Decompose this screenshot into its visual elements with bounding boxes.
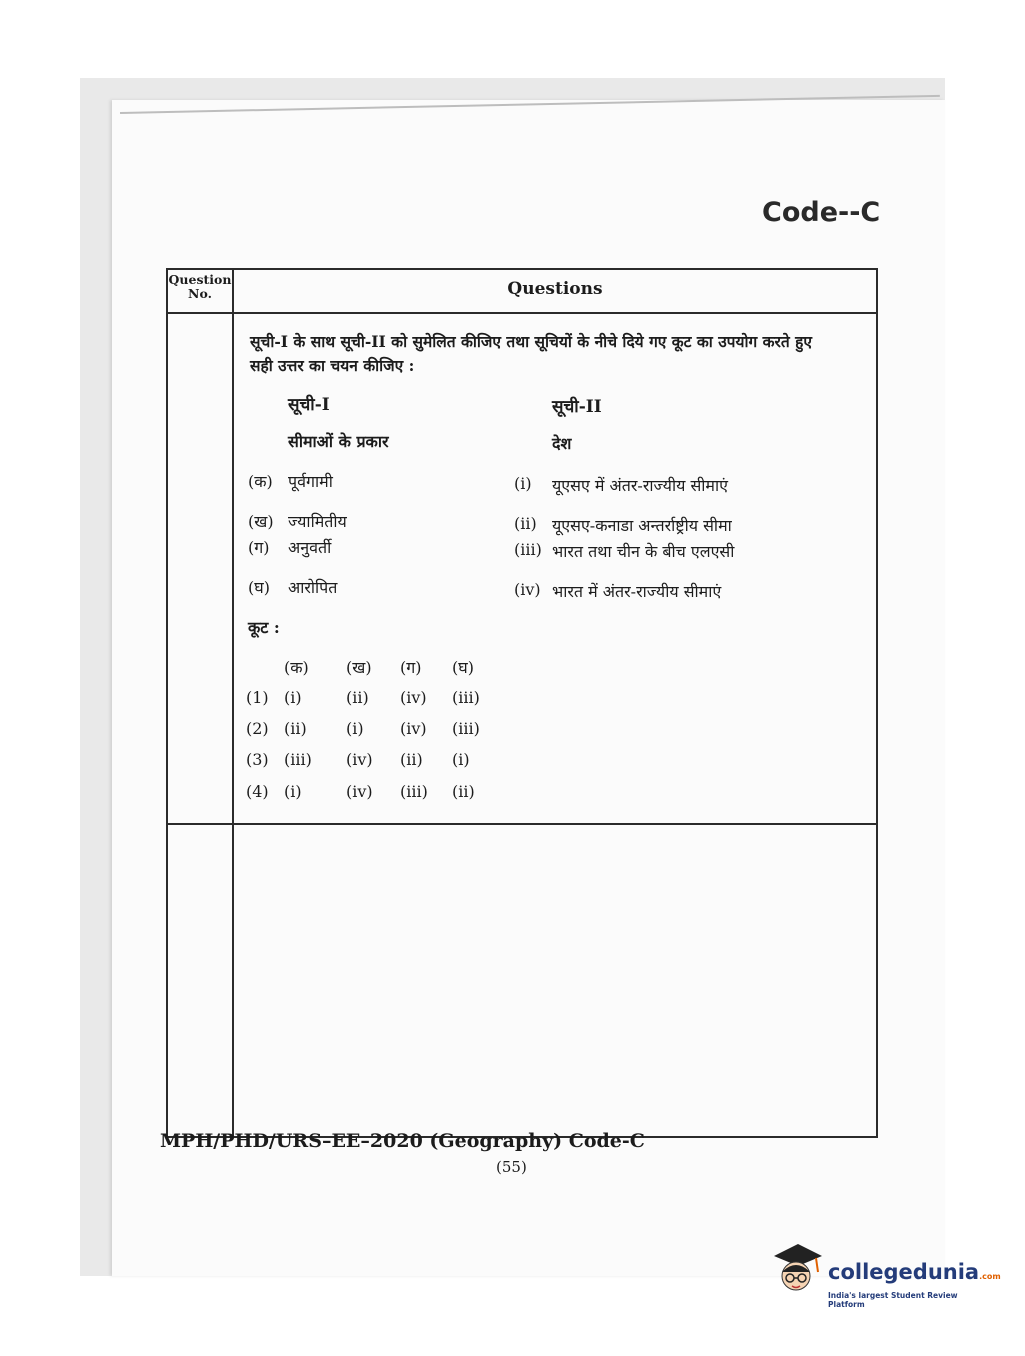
codes-title: कूट : [248,618,280,637]
page-number: (55) [496,1158,527,1176]
collegedunia-logo[interactable] [766,1236,1001,1316]
instruction-line-1: सूची-I के साथ सूची-II को सुमेलित कीजिए तथा सूचियों के नीचे दिये गए कूट का उपयोग करते हुए [250,332,812,351]
list1-subtitle: सीमाओं के प्रकार [288,432,389,451]
list2-item-label: (iii) [514,540,542,559]
code-cell: (i) [284,688,302,707]
list2-item-text: भारत में अंतर-राज्यीय सीमाएं [552,582,722,601]
codes-header-cell: (ग) [400,658,422,677]
code-cell: (iii) [400,782,428,801]
code-cell: (iii) [452,719,480,738]
logo-tagline: India's largest Student Review Platform [828,1291,958,1309]
list1-item-text: ज्यामितीय [288,512,347,531]
code-cell: (iii) [452,688,480,707]
column-divider [232,270,234,1136]
code-option-label: (4) [246,782,269,801]
codes-header-cell: (घ) [452,658,474,677]
list1-item-label: (घ) [248,578,270,597]
code-cell: (ii) [346,688,369,707]
list1-item-label: (ग) [248,538,270,557]
list2-item-label: (iv) [514,580,541,599]
list2-item-label: (ii) [514,514,537,533]
code-option-label: (3) [246,750,269,769]
list1-item-text: आरोपित [288,578,338,597]
questions-header: Questions [507,279,603,299]
codes-header-cell: (ख) [346,658,372,677]
list1-item-text: अनुवर्ती [288,538,332,557]
code-cell: (i) [346,719,364,738]
list2-item-text: भारत तथा चीन के बीच एलएसी [552,542,735,561]
code-cell: (i) [452,750,470,769]
code-cell: (iv) [400,688,427,707]
code-cell: (ii) [400,750,423,769]
code-option-label: (1) [246,688,269,707]
list2-item-text: यूएसए-कनाडा अन्तर्राष्ट्रीय सीमा [552,516,732,535]
list1-title: सूची-I [288,395,330,415]
code-cell: (iv) [400,719,427,738]
question-table [166,268,878,1138]
code-cell: (ii) [452,782,475,801]
instruction-line-2: सही उत्तर का चयन कीजिए : [250,356,415,375]
paper-footer: MPH/PHD/URS–EE–2020 (Geography) Code-C [160,1130,645,1152]
list2-item-label: (i) [514,474,532,493]
list1-item-label: (क) [248,472,273,491]
codes-header-cell: (क) [284,658,309,677]
list2-subtitle: देश [552,434,572,453]
code-cell: (iii) [284,750,312,769]
mascot-icon [766,1236,826,1316]
code-option-label: (2) [246,719,269,738]
list2-title: सूची-II [552,397,602,417]
list1-item-label: (ख) [248,512,274,531]
code-cell: (ii) [284,719,307,738]
logo-suffix: .com [979,1272,1001,1281]
row-divider [168,823,876,825]
paper-code: Code--C [762,197,881,228]
code-cell: (iv) [346,750,373,769]
list2-item-text: यूएसए में अंतर-राज्यीय सीमाएं [552,476,728,495]
question-no-header: Question No. [168,272,232,301]
list1-item-text: पूर्वगामी [288,472,333,491]
logo-name: collegedunia [828,1260,980,1284]
code-cell: (i) [284,782,302,801]
code-cell: (iv) [346,782,373,801]
